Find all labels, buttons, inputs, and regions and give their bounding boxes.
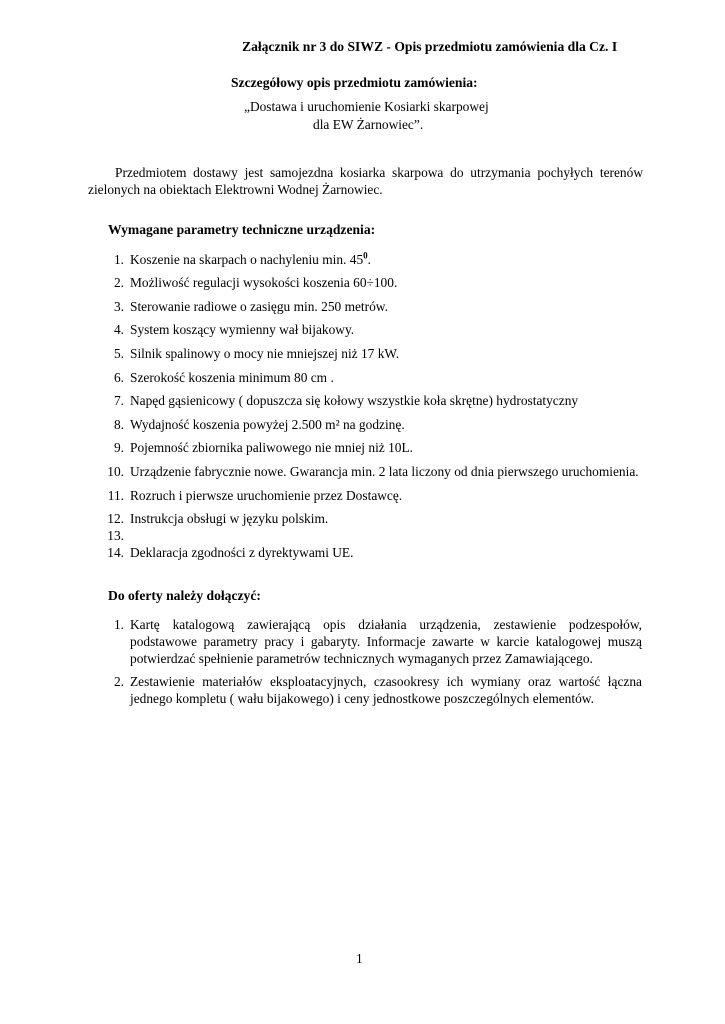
list-item	[104, 673, 642, 707]
item-text-tail: .	[367, 251, 372, 267]
list-item	[104, 439, 642, 456]
annex-title: Załącznik nr 3 do SIWZ - Opis przedmiotu zamówienia dla Cz. I	[242, 39, 618, 54]
item-text: Sterowanie radiowe o zasięgu min. 250 metrów.	[130, 298, 388, 314]
list-item	[104, 369, 642, 386]
item-number: 14.	[107, 545, 124, 561]
item-number: 2.	[113, 674, 124, 689]
item-number: 13.	[107, 528, 124, 544]
item-text: System koszący wymienny wał bijakowy.	[130, 322, 355, 338]
item-number: 1.	[113, 617, 124, 632]
item-text: Wydajność koszenia powyżej 2.500 m² na godzinę.	[130, 416, 405, 432]
intro-paragraph: Przedmiotem dostawy jest samojezdna kosiarka skarpowa do utrzymania pochyłych terenów zielonych na obiektach Elektrowni Wodnej Żarnowiec.	[88, 165, 643, 197]
item-number: 8.	[113, 416, 124, 432]
item-superscript: 0	[363, 250, 368, 261]
item-text: Rozruch i pierwsze uruchomienie przez Dostawcę.	[130, 487, 403, 503]
requirements-list	[104, 244, 642, 561]
item-text: Pojemność zbiornika paliwowego nie mniej niż 10L.	[130, 440, 414, 456]
list-item	[104, 527, 642, 544]
item-text: Koszenie na skarpach o nachyleniu min. 45	[130, 251, 364, 267]
item-number: 4.	[113, 322, 124, 338]
list-item	[104, 392, 642, 409]
subject-title: Szczegółowy opis przedmiotu zamówienia:	[231, 75, 478, 90]
list-item	[104, 345, 642, 362]
list-item	[104, 510, 642, 527]
item-text: Zestawienie materiałów eksploatacyjnych, czasookresy ich wymiany oraz wartość łączna jednego kompletu ( wału bijakowego) i ceny jednostkowe poszczególnych elementów.	[130, 674, 642, 706]
attachments-list	[104, 610, 642, 707]
item-text: Instrukcja obsługi w języku polskim.	[130, 511, 329, 527]
item-number: 12.	[107, 511, 124, 527]
list-item	[104, 463, 642, 480]
attachments-heading: Do oferty należy dołączyć:	[108, 588, 261, 603]
requirements-heading: Wymagane parametry techniczne urządzenia:	[108, 222, 376, 237]
subject-line-1: „Dostawa i uruchomienie Kosiarki skarpowej	[244, 99, 489, 114]
list-item	[104, 298, 642, 315]
list-item	[104, 416, 642, 433]
subject-line-2: dla EW Żarnowiec”.	[313, 117, 424, 132]
list-item	[104, 487, 642, 504]
item-text: Możliwość regulacji wysokości koszenia 60÷100.	[130, 275, 398, 291]
item-text: Urządzenie fabrycznie nowe. Gwarancja min. 2 lata liczony od dnia pierwszego uruchomienia.	[130, 463, 639, 479]
item-number: 7.	[113, 393, 124, 409]
item-number: 9.	[113, 440, 124, 456]
item-number: 3.	[113, 298, 124, 314]
item-number: 1.	[113, 251, 124, 267]
item-text: Silnik spalinowy o mocy nie mniejszej niż 17 kW.	[130, 345, 400, 361]
list-item	[104, 321, 642, 338]
item-number: 11.	[107, 487, 124, 503]
list-item	[104, 251, 642, 268]
list-item	[104, 544, 642, 561]
item-number: 5.	[113, 345, 124, 361]
item-number: 10.	[107, 463, 124, 479]
item-text: Napęd gąsienicowy ( dopuszcza się kołowy wszystkie koła skrętne) hydrostatyczny	[130, 393, 579, 409]
item-text: Szerokość koszenia minimum 80 cm .	[130, 369, 334, 385]
item-number: 6.	[113, 369, 124, 385]
item-number: 2.	[113, 275, 124, 291]
list-item	[104, 616, 642, 667]
item-text: Kartę katalogową zawierającą opis działania urządzenia, zestawienie podzespołów, podstawowe parametry pracy i gabaryty. Informacje zawarte w karcie katalogowej muszą potwierdzać spełnienie parametrów technicznych wymaganych przez Zamawiającego.	[130, 617, 642, 666]
item-text: Deklaracja zgodności z dyrektywami UE.	[130, 545, 354, 561]
page-number: 1	[356, 951, 363, 966]
list-item	[104, 274, 642, 291]
